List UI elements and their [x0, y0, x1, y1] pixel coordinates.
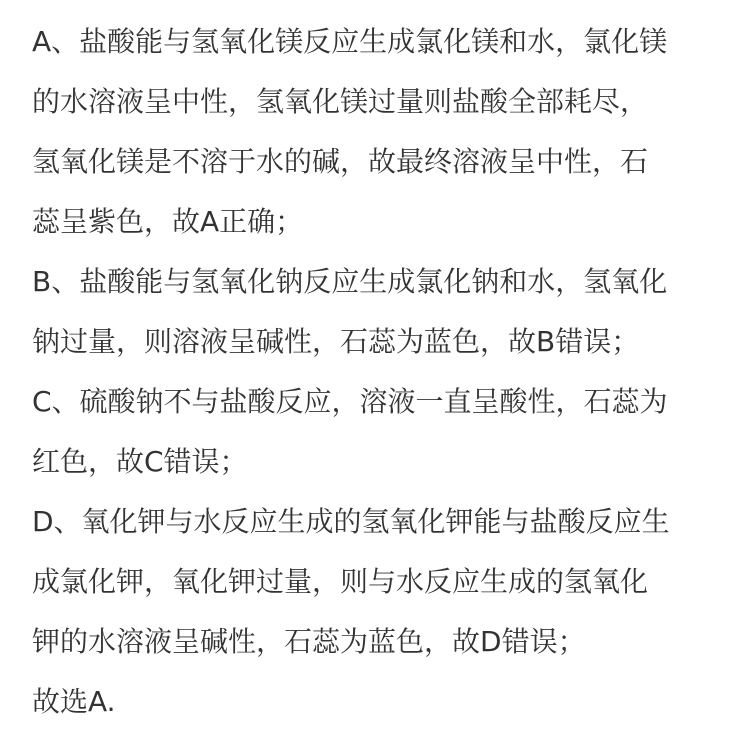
- option-c-line-1: C、硫酸钠不与盐酸反应，溶液一直呈酸性，石蕊为: [32, 385, 668, 418]
- option-d-line-1: D、氧化钾与水反应生成的氢氧化钾能与盐酸反应生: [32, 505, 670, 538]
- option-a-line-3: 氢氧化镁是不溶于水的碱，故最终溶液呈中性，石: [32, 145, 649, 178]
- option-b-line-1: B、盐酸能与氢氧化钠反应生成氯化钠和水，氢氧化: [32, 265, 668, 298]
- option-d-line-2: 成氯化钾，氧化钾过量，则与水反应生成的氢氧化: [32, 565, 649, 598]
- solution-text: [32, 12, 732, 732]
- answer-line: 故选A.: [32, 685, 116, 718]
- option-a-line-2: 的水溶液呈中性，氢氧化镁过量则盐酸全部耗尽，: [32, 85, 649, 118]
- option-a-line-4: 蕊呈紫色，故A正确；: [32, 205, 304, 238]
- option-c-line-2: 红色，故C错误；: [32, 445, 248, 478]
- option-d-line-3: 钾的水溶液呈碱性，石蕊为蓝色，故D错误；: [32, 625, 586, 658]
- option-a-line-1: A、盐酸能与氢氧化镁反应生成氯化镁和水，氯化镁: [32, 25, 668, 58]
- option-b-line-2: 钠过量，则溶液呈碱性，石蕊为蓝色，故B错误；: [32, 325, 640, 358]
